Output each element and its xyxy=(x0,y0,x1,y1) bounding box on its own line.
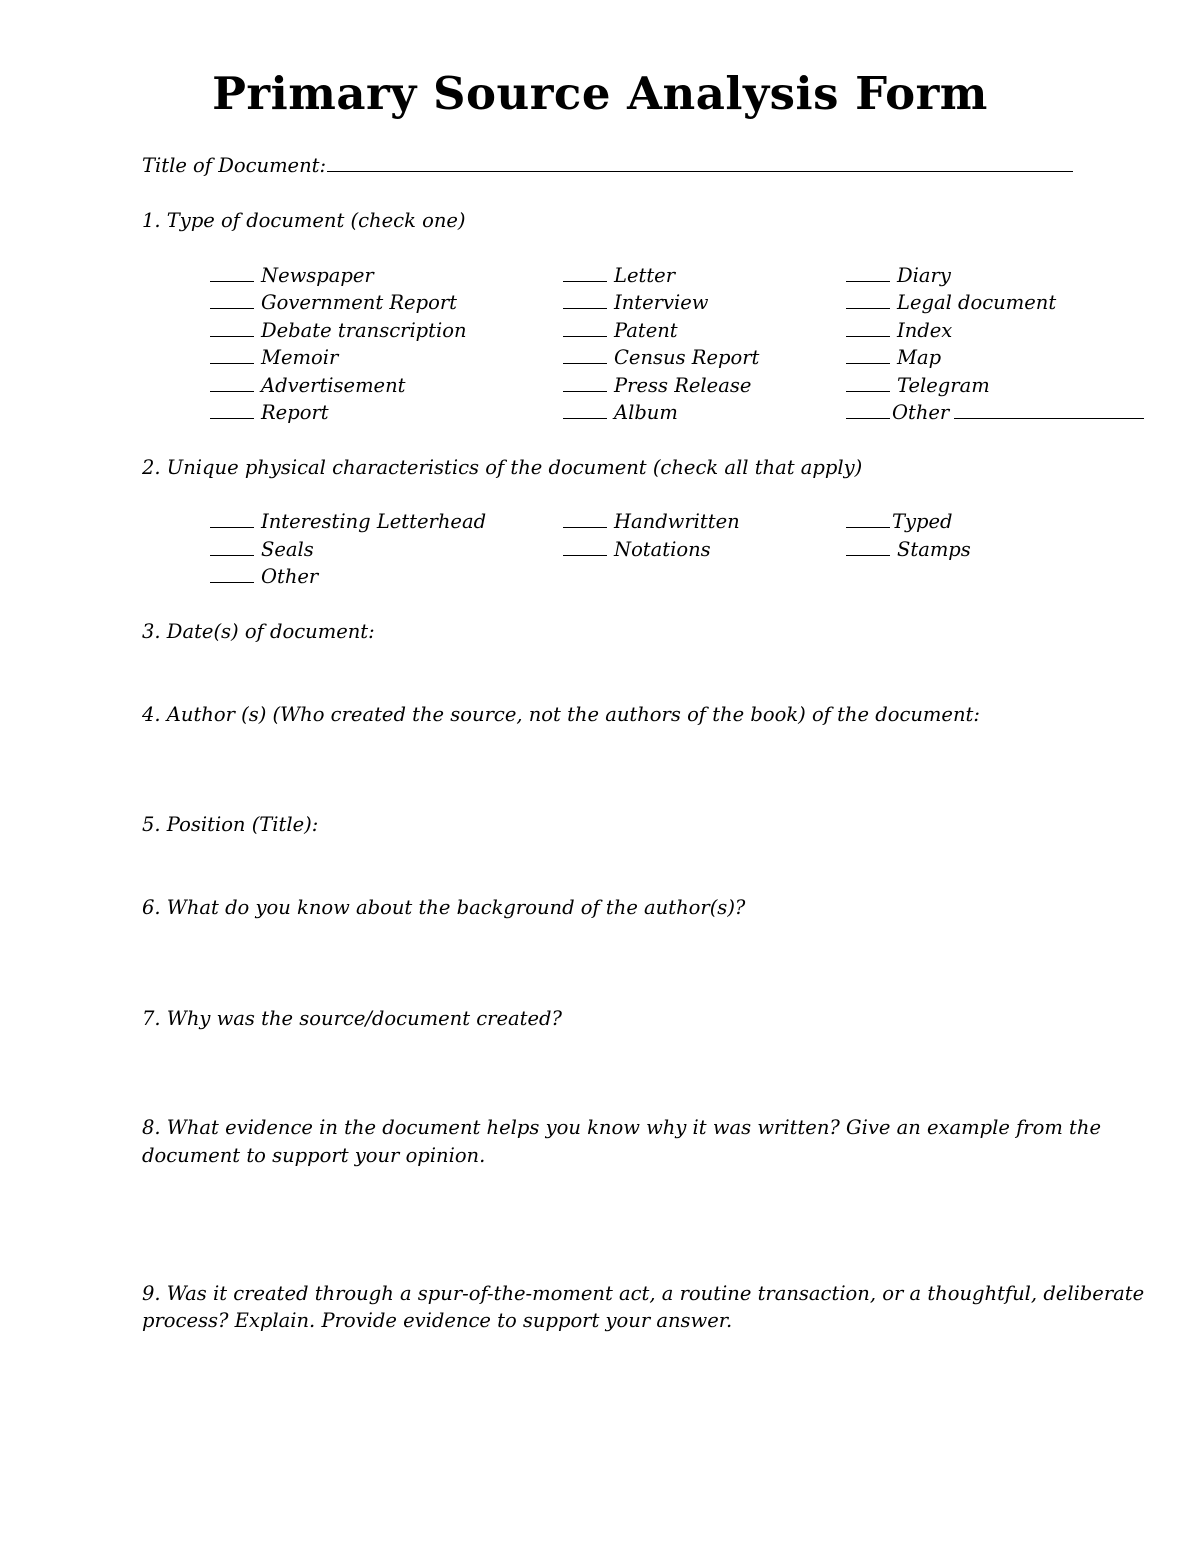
checkbox-blank[interactable] xyxy=(210,318,254,337)
checkbox-blank[interactable] xyxy=(563,400,607,419)
q1-option-letter[interactable]: Letter xyxy=(563,262,675,289)
checkbox-blank[interactable] xyxy=(846,263,890,282)
page-title: Primary Source Analysis Form xyxy=(212,67,988,120)
question-8-prompt-line-1: 8. What evidence in the document helps you know why it was written? Give an example from the xyxy=(142,1116,1101,1139)
checkbox-blank[interactable] xyxy=(846,537,890,556)
checkbox-blank[interactable] xyxy=(563,345,607,364)
checkbox-blank[interactable] xyxy=(210,290,254,309)
question-1-prompt: 1. Type of document (check one) xyxy=(142,209,466,232)
q1-option-other[interactable]: Other xyxy=(846,399,1144,426)
checkbox-blank[interactable] xyxy=(563,509,607,528)
checkbox-blank[interactable] xyxy=(846,318,890,337)
question-2-prompt: 2. Unique physical characteristics of the document (check all that apply) xyxy=(142,456,863,479)
question-3-prompt: 3. Date(s) of document: xyxy=(142,620,375,643)
q2-option-typed[interactable]: Typed xyxy=(846,508,953,535)
checkbox-blank[interactable] xyxy=(563,263,607,282)
q2-option-handwritten[interactable]: Handwritten xyxy=(563,508,740,535)
checkbox-blank[interactable] xyxy=(846,509,890,528)
q1-option-press-release[interactable]: Press Release xyxy=(563,372,751,399)
question-9-prompt-line-1: 9. Was it created through a spur-of-the-moment act, a routine transaction, or a thoughtful, deliberate xyxy=(142,1282,1145,1305)
q1-option-advertisement[interactable]: Advertisement xyxy=(210,372,406,399)
q1-option-debate-transcription[interactable]: Debate transcription xyxy=(210,317,467,344)
title-of-document-blank[interactable] xyxy=(327,153,1073,172)
question-7-prompt: 7. Why was the source/document created? xyxy=(142,1007,562,1030)
q1-option-newspaper[interactable]: Newspaper xyxy=(210,262,374,289)
checkbox-blank[interactable] xyxy=(563,290,607,309)
question-4-prompt: 4. Author (s) (Who created the source, not the authors of the book) of the document: xyxy=(142,703,980,726)
q1-option-interview[interactable]: Interview xyxy=(563,289,708,316)
q1-option-government-report[interactable]: Government Report xyxy=(210,289,457,316)
question-5-prompt: 5. Position (Title): xyxy=(142,813,319,836)
checkbox-blank[interactable] xyxy=(846,400,890,419)
checkbox-blank[interactable] xyxy=(210,373,254,392)
checkbox-blank[interactable] xyxy=(563,373,607,392)
q2-option-seals[interactable]: Seals xyxy=(210,536,314,563)
q2-option-other[interactable]: Other xyxy=(210,563,318,590)
q2-option-notations[interactable]: Notations xyxy=(563,536,711,563)
q1-option-patent[interactable]: Patent xyxy=(563,317,678,344)
q1-option-map[interactable]: Map xyxy=(846,344,941,371)
checkbox-blank[interactable] xyxy=(210,537,254,556)
other-specify-blank[interactable] xyxy=(954,400,1144,419)
q1-option-diary[interactable]: Diary xyxy=(846,262,951,289)
checkbox-blank[interactable] xyxy=(563,318,607,337)
q1-option-index[interactable]: Index xyxy=(846,317,952,344)
q1-option-legal-document[interactable]: Legal document xyxy=(846,289,1056,316)
checkbox-blank[interactable] xyxy=(210,564,254,583)
q1-option-memoir[interactable]: Memoir xyxy=(210,344,338,371)
q1-option-telegram[interactable]: Telegram xyxy=(846,372,990,399)
title-of-document-row xyxy=(142,152,1073,179)
q1-option-report[interactable]: Report xyxy=(210,399,329,426)
checkbox-blank[interactable] xyxy=(563,537,607,556)
checkbox-blank[interactable] xyxy=(846,373,890,392)
checkbox-blank[interactable] xyxy=(846,345,890,364)
checkbox-blank[interactable] xyxy=(846,290,890,309)
checkbox-blank[interactable] xyxy=(210,263,254,282)
checkbox-blank[interactable] xyxy=(210,345,254,364)
q1-option-census-report[interactable]: Census Report xyxy=(563,344,759,371)
title-of-document-label: Title of Document: xyxy=(142,154,327,177)
checkbox-blank[interactable] xyxy=(210,400,254,419)
checkbox-blank[interactable] xyxy=(210,509,254,528)
question-8-prompt-line-2: document to support your opinion. xyxy=(142,1144,486,1167)
q1-option-album[interactable]: Album xyxy=(563,399,678,426)
q2-option-stamps[interactable]: Stamps xyxy=(846,536,971,563)
q2-option-interesting-letterhead[interactable]: Interesting Letterhead xyxy=(210,508,486,535)
question-9-prompt-line-2: process? Explain. Provide evidence to support your answer. xyxy=(142,1309,733,1332)
question-6-prompt: 6. What do you know about the background of the author(s)? xyxy=(142,896,746,919)
